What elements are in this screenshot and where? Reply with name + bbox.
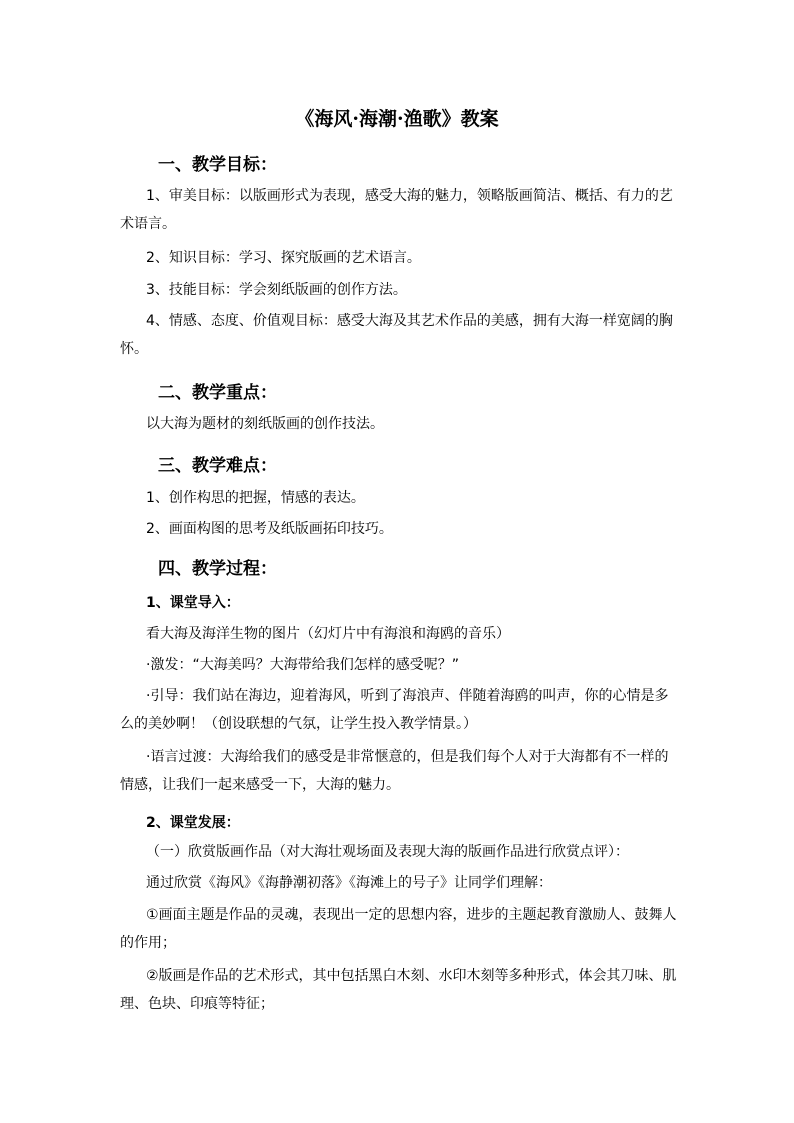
- appreciate-paragraph: （一）欣赏版画作品（对大海壮观场面及表现大海的版画作品进行欣赏点评）：: [146, 844, 629, 860]
- goal-paragraph: 2、知识目标：学习、探究版画的艺术语言。: [146, 250, 421, 266]
- goal-paragraph: 1、审美目标：以版画形式为表现，感受大海的魅力，领略版画简洁、概括、有力的艺术语言。: [120, 188, 673, 232]
- focus-paragraph: 以大海为题材的刻纸版画的创作技法。: [146, 416, 384, 432]
- goal-paragraph: 3、技能目标：学会刻纸版画的创作方法。: [146, 282, 407, 298]
- section-heading-goals: 一、教学目标：: [158, 155, 277, 175]
- subheading-development: 2、课堂发展：: [146, 815, 240, 831]
- intro-paragraph: 看大海及海洋生物的图片（幻灯片中有海浪和海鸥的音乐）: [146, 626, 510, 642]
- document-title: 《海风·海潮·渔歌》教案: [295, 108, 499, 130]
- section-heading-difficulties: 三、教学难点：: [158, 456, 277, 476]
- guide-paragraph: ·引导：我们站在海边，迎着海风，听到了海浪声、伴随着海鸥的叫声，你的心情是多么的美妙啊！（创设联想的气氛，让学生投入教学情景。）: [120, 688, 669, 732]
- goal-paragraph: 4、情感、态度、价值观目标：感受大海及其艺术作品的美感，拥有大海一样宽阔的胸怀。: [120, 313, 673, 357]
- transition-paragraph: ·语言过渡：大海给我们的感受是非常惬意的，但是我们每个人对于大海都有不一样的情感，让我们一起来感受一下，大海的魅力。: [120, 749, 669, 793]
- subheading-intro: 1、课堂导入：: [146, 595, 240, 611]
- difficulty-paragraph: 2、画面构图的思考及纸版画拓印技巧。: [146, 521, 393, 537]
- section-heading-process: 四、教学过程：: [158, 559, 277, 579]
- stimulate-paragraph: ·激发：“大海美吗？大海带给我们怎样的感受呢？”: [146, 657, 459, 673]
- point-paragraph: ①画面主题是作品的灵魂，表现出一定的思想内容，进步的主题起教育激励人、鼓舞人的作用；: [120, 907, 677, 951]
- point-paragraph: ②版画是作品的艺术形式，其中包括黑白木刻、水印木刻等多种形式，体会其刀味、肌理、色块、印痕等特征；: [120, 968, 677, 1012]
- difficulty-paragraph: 1、创作构思的把握，情感的表达。: [146, 490, 365, 506]
- through-paragraph: 通过欣赏《海风》《海静潮初落》《海滩上的号子》让同学们理解：: [146, 875, 552, 891]
- section-heading-focus: 二、教学重点：: [158, 383, 277, 403]
